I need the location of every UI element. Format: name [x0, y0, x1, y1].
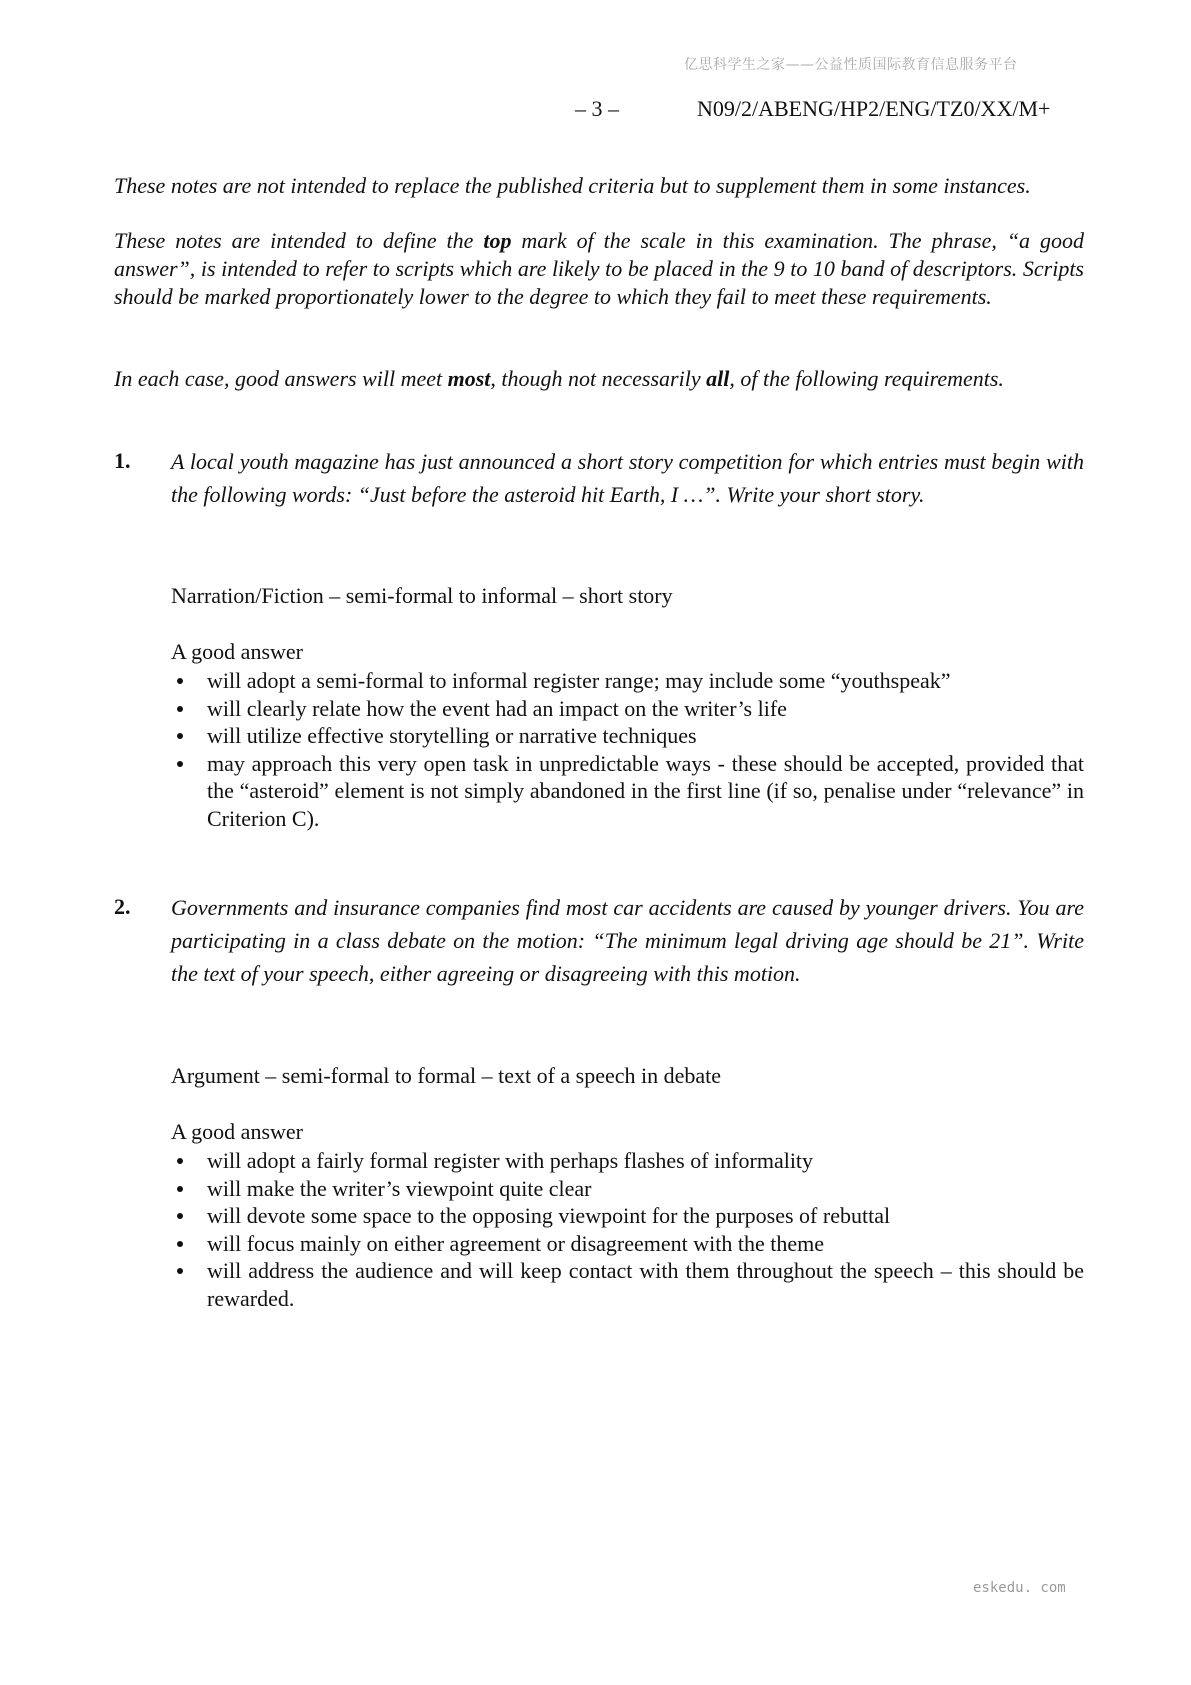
bullet-icon [177, 678, 183, 684]
bullet-icon [177, 733, 183, 739]
bullet-icon [177, 706, 183, 712]
list-item-text: will adopt a fairly formal register with perhaps flashes of informality [207, 1148, 814, 1173]
question-2-number: 2. [114, 894, 131, 919]
list-item [171, 1257, 1084, 1312]
question-1-criteria-list [171, 667, 1084, 832]
list-item [171, 1230, 1084, 1258]
list-item-text: will make the writer’s viewpoint quite clear [207, 1175, 592, 1201]
question-1-number: 1. [114, 448, 131, 473]
bullet-icon [177, 1186, 183, 1192]
intro-paragraph-3 [114, 365, 1084, 393]
intro-p3-middle: , though not necessarily [490, 366, 707, 391]
page-number: – 3 – [575, 96, 619, 121]
intro-p2-end: mark of the scale in this examination. The phrase, “a good answer”, is intended to refer to scripts which are likely to be placed in the 9 to 10 band of descriptors. Scripts should be marked proportionately lower to the degree to which they fail to meet these requirements. [114, 228, 1084, 309]
intro-p2-bold-top: top [483, 228, 512, 253]
question-2-type: Argument – semi-formal to formal – text of a speech in debate [171, 1063, 722, 1088]
question-1-prompt: A local youth magazine has just announced a short story competition for which entries must begin with the following words: “Just before the asteroid hit Earth, I …”. Write your short story. [171, 449, 1084, 507]
footer-watermark: eskedu. com [973, 1580, 1066, 1596]
bullet-icon [177, 1241, 183, 1247]
question-1-type: Narration/Fiction – semi-formal to informal – short story [171, 583, 673, 608]
list-item-text: will address the audience and will keep contact with them throughout the speech – this should be rewarded. [207, 1258, 1084, 1311]
question-1-good-answer-label: A good answer [171, 639, 303, 664]
question-2-good-answer-label: A good answer [171, 1119, 303, 1144]
bullet-icon [177, 1158, 183, 1164]
list-item [171, 1202, 1084, 1230]
list-item [171, 1147, 1084, 1175]
bullet-icon [177, 1268, 183, 1274]
intro-paragraph-1: These notes are not intended to replace the published criteria but to supplement them in some instances. [114, 173, 1031, 198]
list-item-text: may approach this very open task in unpredictable ways - these should be accepted, provided that the “asteroid” element is not simply abandoned in the first line (if so, penalise under “relevance” in Criterion C). [207, 750, 1084, 831]
question-2-prompt: Governments and insurance companies find most car accidents are caused by younger drivers. You are participating in a class debate on the motion: “The minimum legal driving age should be 21”. Write the text of your speech, either agreeing or disagreeing with this motion. [171, 895, 1084, 986]
intro-p3-bold-all: all [706, 366, 730, 391]
list-item [171, 695, 1084, 723]
intro-paragraph-2 [114, 227, 1084, 311]
intro-p3-start: In each case, good answers will meet [114, 366, 448, 391]
list-item-text: will utilize effective storytelling or narrative techniques [207, 723, 697, 748]
header-watermark: 亿思科学生之家——公益性质国际教育信息服务平台 [684, 57, 1018, 73]
question-2-criteria-list [171, 1147, 1084, 1312]
intro-p3-end: , of the following requirements. [729, 366, 1004, 391]
bullet-icon [177, 761, 183, 767]
list-item [171, 750, 1084, 833]
list-item-text: will devote some space to the opposing viewpoint for the purposes of rebuttal [207, 1203, 891, 1228]
list-item-text: will focus mainly on either agreement or disagreement with the theme [207, 1230, 825, 1256]
list-item [171, 722, 1084, 750]
list-item [171, 1175, 1084, 1203]
bullet-icon [177, 1213, 183, 1219]
intro-p3-bold-most: most [447, 366, 491, 391]
list-item [171, 667, 1084, 695]
document-code: N09/2/ABENG/HP2/ENG/TZ0/XX/M+ [697, 96, 1051, 121]
list-item-text: will adopt a semi-formal to informal register range; may include some “youthspeak” [207, 668, 951, 693]
list-item-text: will clearly relate how the event had an impact on the writer’s life [207, 695, 787, 721]
intro-p2-start: These notes are intended to define the [114, 228, 484, 253]
